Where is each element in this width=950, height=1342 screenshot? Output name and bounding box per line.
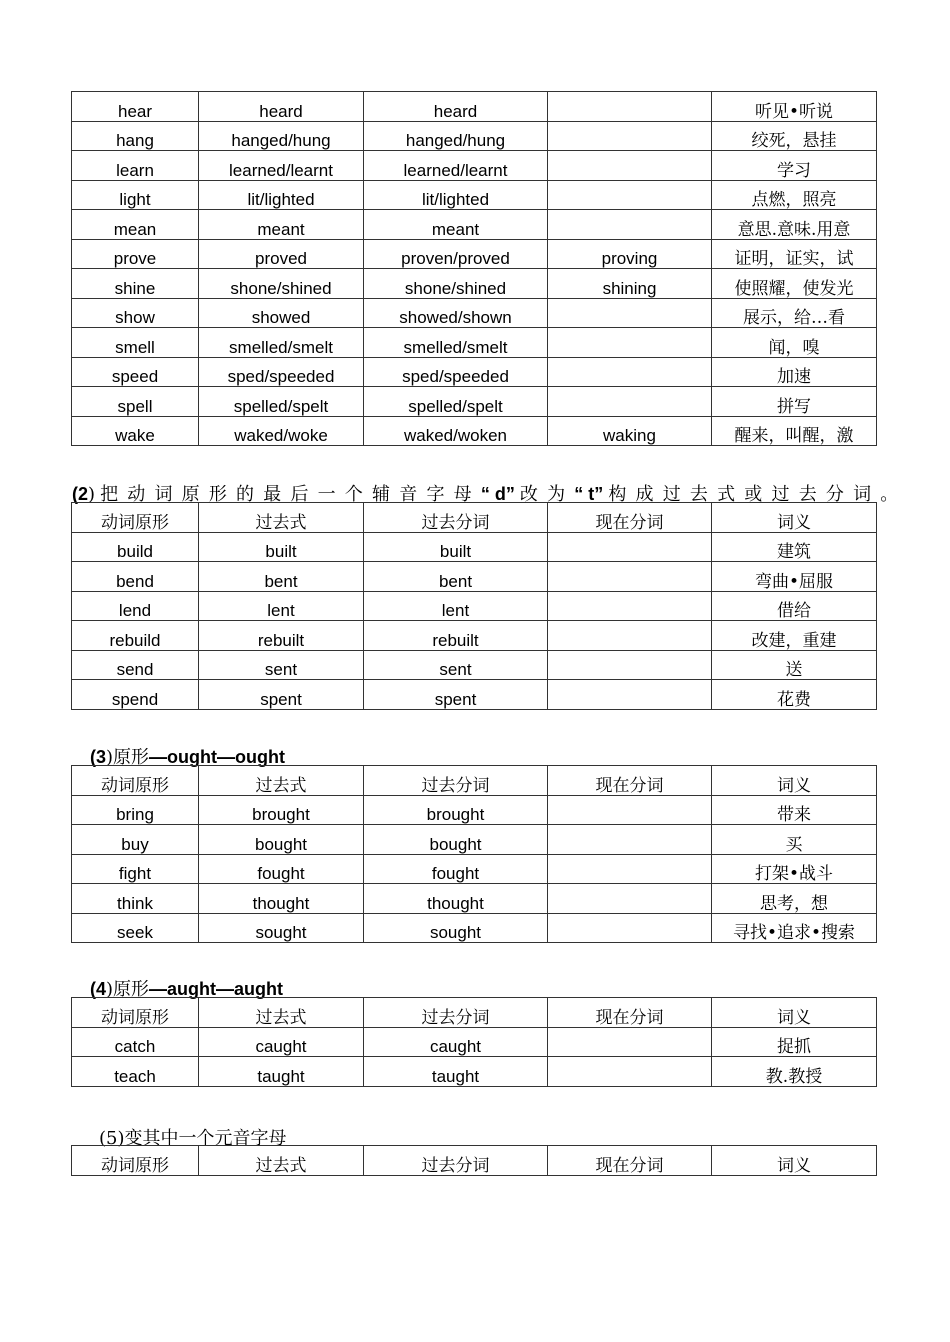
cell-past-tense: built <box>199 532 364 562</box>
table-row <box>72 387 877 417</box>
cell-base-form: speed <box>72 357 199 387</box>
verb-table-3 <box>71 765 877 943</box>
header-base-form: 动词原形 <box>72 503 199 533</box>
cell-present-participle <box>548 328 712 358</box>
cell-base-form: send <box>72 650 199 680</box>
header-past-tense: 过去式 <box>199 998 364 1028</box>
cell-past-participle: caught <box>364 1027 548 1057</box>
cell-meaning: 闻，嗅 <box>712 328 877 358</box>
header-past-tense: 过去式 <box>199 503 364 533</box>
cell-meaning: 听见•听说 <box>712 92 877 122</box>
section-2-heading: (2) 把动词原形的最后一个辅音字母“ d” 改为“ t” 构成过去式或过去分词。 <box>72 484 908 505</box>
cell-past-tense: showed <box>199 298 364 328</box>
table-row <box>72 239 877 269</box>
cell-past-tense: meant <box>199 210 364 240</box>
cell-past-participle: built <box>364 532 548 562</box>
cell-meaning: 弯曲•屈服 <box>712 562 877 592</box>
header-base-form: 动词原形 <box>72 998 199 1028</box>
table-header-row <box>72 998 877 1028</box>
cell-past-tense: smelled/smelt <box>199 328 364 358</box>
cell-past-participle: spent <box>364 680 548 710</box>
header-past-tense: 过去式 <box>199 1146 364 1176</box>
table-row <box>72 621 877 651</box>
table-row <box>72 854 877 884</box>
cell-past-participle: proven/proved <box>364 239 548 269</box>
cell-base-form: spell <box>72 387 199 417</box>
cell-present-participle <box>548 621 712 651</box>
cell-meaning: 送 <box>712 650 877 680</box>
cell-past-tense: sent <box>199 650 364 680</box>
header-present-participle: 现在分词 <box>548 1146 712 1176</box>
table-header-row <box>72 503 877 533</box>
cell-past-participle: lent <box>364 591 548 621</box>
header-past-participle: 过去分词 <box>364 998 548 1028</box>
cell-base-form: teach <box>72 1057 199 1087</box>
cell-present-participle <box>548 532 712 562</box>
cell-past-tense: spent <box>199 680 364 710</box>
table-row <box>72 913 877 943</box>
cell-meaning: 学习 <box>712 151 877 181</box>
cell-meaning: 教.教授 <box>712 1057 877 1087</box>
cell-base-form: learn <box>72 151 199 181</box>
section-5-heading: (5)变其中一个元音字母 <box>99 1128 287 1149</box>
table-row <box>72 591 877 621</box>
cell-meaning: 点燃，照亮 <box>712 180 877 210</box>
table-row <box>72 825 877 855</box>
cell-present-participle <box>548 180 712 210</box>
table-row <box>72 884 877 914</box>
cell-base-form: bring <box>72 795 199 825</box>
cell-base-form: catch <box>72 1027 199 1057</box>
cell-meaning: 建筑 <box>712 532 877 562</box>
cell-meaning: 展示，给…看 <box>712 298 877 328</box>
cell-meaning: 改建，重建 <box>712 621 877 651</box>
cell-past-tense: brought <box>199 795 364 825</box>
cell-past-participle: spelled/spelt <box>364 387 548 417</box>
header-base-form: 动词原形 <box>72 1146 199 1176</box>
cell-meaning: 思考，想 <box>712 884 877 914</box>
cell-past-participle: sped/speeded <box>364 357 548 387</box>
cell-base-form: wake <box>72 416 199 446</box>
cell-meaning: 买 <box>712 825 877 855</box>
cell-base-form: lend <box>72 591 199 621</box>
cell-present-participle <box>548 1027 712 1057</box>
cell-past-tense: taught <box>199 1057 364 1087</box>
table-row <box>72 269 877 299</box>
cell-base-form: hear <box>72 92 199 122</box>
section-3-heading: (3)原形—ought—ought <box>90 747 285 768</box>
header-meaning: 词义 <box>712 766 877 796</box>
header-present-participle: 现在分词 <box>548 503 712 533</box>
cell-past-tense: lit/lighted <box>199 180 364 210</box>
table-row <box>72 328 877 358</box>
cell-present-participle <box>548 151 712 181</box>
cell-present-participle <box>548 680 712 710</box>
cell-present-participle: waking <box>548 416 712 446</box>
table-row <box>72 416 877 446</box>
cell-present-participle <box>548 387 712 417</box>
header-past-participle: 过去分词 <box>364 1146 548 1176</box>
cell-present-participle <box>548 92 712 122</box>
cell-base-form: buy <box>72 825 199 855</box>
cell-base-form: bend <box>72 562 199 592</box>
cell-meaning: 醒来，叫醒，激 <box>712 416 877 446</box>
cell-past-tense: lent <box>199 591 364 621</box>
table-header-row <box>72 1146 877 1176</box>
cell-meaning: 绞死，悬挂 <box>712 121 877 151</box>
cell-meaning: 使照耀，使发光 <box>712 269 877 299</box>
cell-present-participle <box>548 854 712 884</box>
cell-past-tense: fought <box>199 854 364 884</box>
cell-past-tense: shone/shined <box>199 269 364 299</box>
table-row <box>72 92 877 122</box>
cell-past-tense: sped/speeded <box>199 357 364 387</box>
header-past-participle: 过去分词 <box>364 766 548 796</box>
cell-past-participle: hanged/hung <box>364 121 548 151</box>
table-row <box>72 298 877 328</box>
cell-meaning: 加速 <box>712 357 877 387</box>
cell-present-participle <box>548 298 712 328</box>
verb-table-2 <box>71 502 877 710</box>
cell-past-participle: taught <box>364 1057 548 1087</box>
cell-present-participle: shining <box>548 269 712 299</box>
cell-present-participle <box>548 562 712 592</box>
cell-past-participle: sent <box>364 650 548 680</box>
cell-base-form: mean <box>72 210 199 240</box>
cell-base-form: think <box>72 884 199 914</box>
cell-meaning: 花费 <box>712 680 877 710</box>
cell-present-participle <box>548 591 712 621</box>
cell-past-participle: meant <box>364 210 548 240</box>
header-meaning: 词义 <box>712 998 877 1028</box>
header-past-tense: 过去式 <box>199 766 364 796</box>
cell-past-tense: learned/learnt <box>199 151 364 181</box>
cell-present-participle <box>548 121 712 151</box>
cell-past-participle: bent <box>364 562 548 592</box>
cell-present-participle <box>548 650 712 680</box>
cell-past-tense: spelled/spelt <box>199 387 364 417</box>
cell-past-tense: waked/woke <box>199 416 364 446</box>
cell-past-participle: waked/woken <box>364 416 548 446</box>
verb-table-4 <box>71 997 877 1087</box>
cell-base-form: rebuild <box>72 621 199 651</box>
cell-base-form: show <box>72 298 199 328</box>
cell-present-participle <box>548 1057 712 1087</box>
cell-meaning: 借给 <box>712 591 877 621</box>
cell-past-participle: lit/lighted <box>364 180 548 210</box>
cell-past-participle: showed/shown <box>364 298 548 328</box>
cell-base-form: build <box>72 532 199 562</box>
cell-past-tense: heard <box>199 92 364 122</box>
cell-present-participle <box>548 913 712 943</box>
cell-base-form: hang <box>72 121 199 151</box>
table-row <box>72 210 877 240</box>
cell-past-tense: rebuilt <box>199 621 364 651</box>
cell-meaning: 拼写 <box>712 387 877 417</box>
table-row <box>72 650 877 680</box>
cell-past-tense: bent <box>199 562 364 592</box>
section-4-heading: (4)原形—aught—aught <box>90 979 284 1000</box>
cell-meaning: 寻找•追求•搜索 <box>712 913 877 943</box>
table-row <box>72 1027 877 1057</box>
table-row <box>72 532 877 562</box>
cell-meaning: 意思.意味.用意 <box>712 210 877 240</box>
cell-present-participle <box>548 795 712 825</box>
cell-base-form: shine <box>72 269 199 299</box>
cell-past-tense: bought <box>199 825 364 855</box>
table-row <box>72 795 877 825</box>
cell-past-participle: fought <box>364 854 548 884</box>
cell-past-tense: hanged/hung <box>199 121 364 151</box>
cell-past-participle: heard <box>364 92 548 122</box>
cell-past-participle: bought <box>364 825 548 855</box>
cell-meaning: 打架•战斗 <box>712 854 877 884</box>
table-header-row <box>72 766 877 796</box>
cell-meaning: 捉抓 <box>712 1027 877 1057</box>
cell-past-participle: sought <box>364 913 548 943</box>
verb-table-5 <box>71 1145 877 1176</box>
cell-past-tense: sought <box>199 913 364 943</box>
cell-past-participle: learned/learnt <box>364 151 548 181</box>
cell-past-tense: proved <box>199 239 364 269</box>
cell-past-participle: brought <box>364 795 548 825</box>
header-present-participle: 现在分词 <box>548 998 712 1028</box>
cell-base-form: prove <box>72 239 199 269</box>
cell-present-participle <box>548 357 712 387</box>
header-meaning: 词义 <box>712 503 877 533</box>
table-row <box>72 151 877 181</box>
cell-past-tense: thought <box>199 884 364 914</box>
cell-meaning: 带来 <box>712 795 877 825</box>
cell-past-tense: caught <box>199 1027 364 1057</box>
cell-present-participle <box>548 884 712 914</box>
table-row <box>72 357 877 387</box>
table-row <box>72 180 877 210</box>
cell-present-participle <box>548 210 712 240</box>
cell-meaning: 证明，证实，试 <box>712 239 877 269</box>
cell-past-participle: smelled/smelt <box>364 328 548 358</box>
table-row <box>72 562 877 592</box>
cell-present-participle: proving <box>548 239 712 269</box>
cell-base-form: spend <box>72 680 199 710</box>
cell-base-form: fight <box>72 854 199 884</box>
cell-present-participle <box>548 825 712 855</box>
cell-past-participle: thought <box>364 884 548 914</box>
cell-base-form: light <box>72 180 199 210</box>
table-row <box>72 680 877 710</box>
cell-past-participle: rebuilt <box>364 621 548 651</box>
header-meaning: 词义 <box>712 1146 877 1176</box>
header-past-participle: 过去分词 <box>364 503 548 533</box>
header-present-participle: 现在分词 <box>548 766 712 796</box>
header-base-form: 动词原形 <box>72 766 199 796</box>
cell-base-form: seek <box>72 913 199 943</box>
cell-past-participle: shone/shined <box>364 269 548 299</box>
table-row <box>72 121 877 151</box>
cell-base-form: smell <box>72 328 199 358</box>
verb-table-1 <box>71 91 877 446</box>
table-row <box>72 1057 877 1087</box>
